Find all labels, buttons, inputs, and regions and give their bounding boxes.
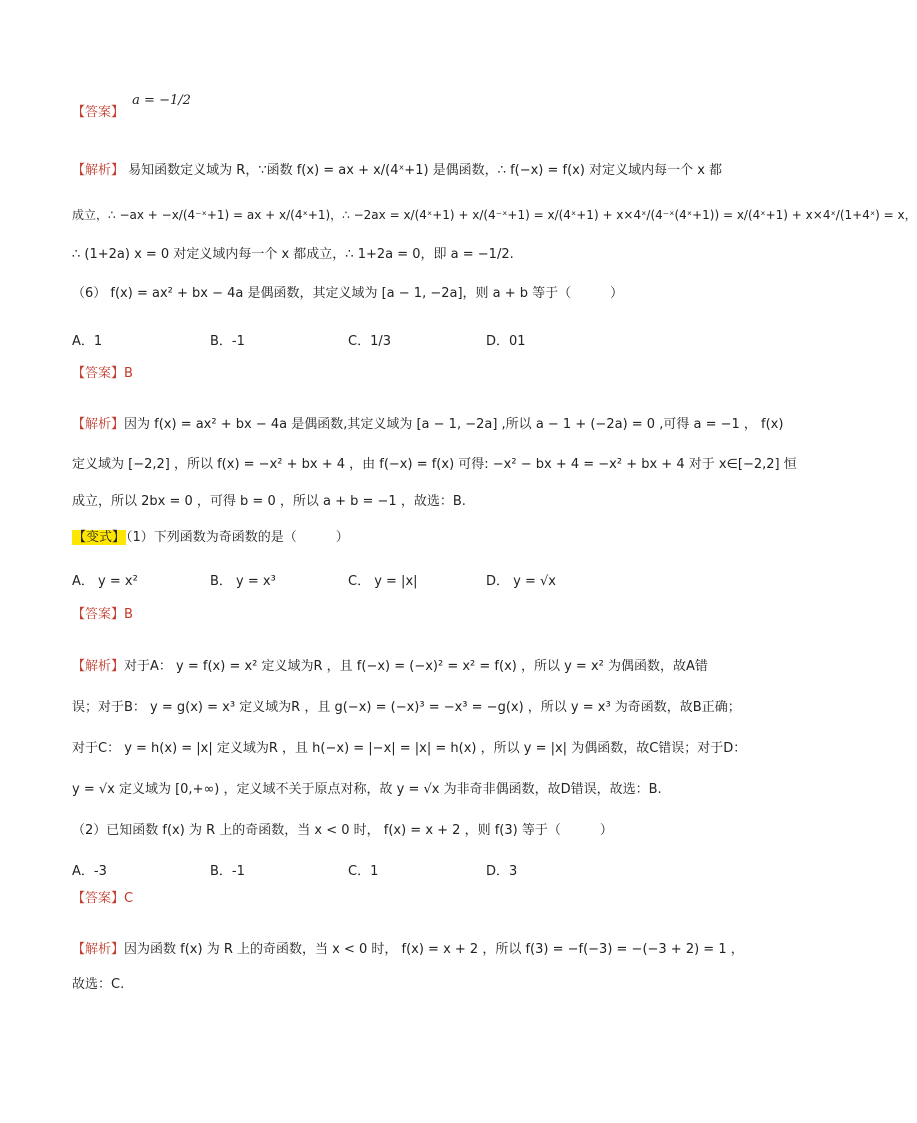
analysis-text: 易知函数定义域为 R，∵函数 f(x) = ax + x/(4ˣ+1) 是偶函数，∴ f(−x) = f(x) 对定义域内每一个 x 都	[128, 163, 723, 178]
analysis-label: 【解析】	[72, 417, 125, 432]
analysis-text: 因为 f(x) = ax² + bx − 4a 是偶函数,其定义域为 [a − 1, −2a] ,所以 a − 1 + (−2a) = 0 ,可得 a = −1 ， f(x)	[124, 417, 784, 432]
option-b: B．-1	[210, 334, 245, 349]
analysis-text: 成立，∴ −ax + −x/(4⁻ˣ+1) = ax + x/(4ˣ+1)，∴ −2ax = x/(4ˣ+1) + x/(4⁻ˣ+1) = x/(4ˣ+1) + x×4ˣ/(4⁻ˣ(4ˣ+1)) = x/(4ˣ+1) + x×4ˣ/(1+4ˣ) = x，	[72, 208, 917, 222]
answer-label: 【答案】	[72, 607, 125, 622]
analysis-row-2-line3	[72, 493, 466, 511]
analysis-row-3-line4	[72, 781, 662, 799]
answer-row-4	[72, 890, 133, 908]
analysis-row-4-line1	[72, 941, 744, 959]
analysis-label: 【解析】	[72, 659, 125, 674]
option-c: C．1/3	[348, 334, 391, 349]
answer-label: 【答案】	[72, 366, 125, 381]
answer-value: C	[124, 891, 134, 906]
variant-label: 【变式】	[73, 530, 126, 545]
analysis-row-2-line1	[72, 416, 783, 434]
option-d: D．01	[486, 334, 526, 349]
analysis-text: 定义域为 [−2,2] ，所以 f(x) = −x² + bx + 4 ，由 f(−x) = f(x) 可得: −x² − bx + 4 = −x² + bx + 4 对于 x∈[−2,2] 恒	[72, 457, 797, 472]
analysis-row-1-line3	[72, 246, 514, 264]
analysis-row-3-line2	[72, 699, 741, 717]
answer-row-1	[72, 93, 191, 122]
analysis-label: 【解析】	[72, 163, 125, 178]
analysis-text: 成立，所以 2bx = 0 ，可得 b = 0 ，所以 a + b = −1 ，故选：B.	[72, 494, 466, 509]
option-c: C．1	[348, 864, 379, 879]
option-a: A．-3	[72, 864, 107, 879]
option-d: D． y = √x	[486, 574, 556, 589]
analysis-text: ∴ (1+2a) x = 0 对定义域内每一个 x 都成立，∴ 1+2a = 0，即 a = −1/2.	[72, 247, 514, 262]
analysis-text: y = √x 定义域为 [0,+∞) ，定义域不关于原点对称，故 y = √x 为非奇非偶函数，故D错误，故选：B.	[72, 782, 662, 797]
analysis-row-3-line3	[72, 740, 746, 758]
analysis-label: 【解析】	[72, 942, 125, 957]
answer-label: 【答案】	[72, 891, 125, 906]
analysis-row-1-line2	[72, 206, 917, 224]
option-a: A．1	[72, 334, 103, 349]
variant-1-stem	[72, 529, 349, 547]
variant-2-stem	[72, 822, 613, 840]
option-a: A． y = x²	[72, 574, 138, 589]
option-b: B． y = x³	[210, 574, 276, 589]
analysis-text: 对于A： y = f(x) = x² 定义域为R ，且 f(−x) = (−x)² = x² = f(x) ，所以 y = x² 为偶函数，故A错	[124, 659, 708, 674]
analysis-text: 误；对于B： y = g(x) = x³ 定义域为R ，且 g(−x) = (−x)³ = −x³ = −g(x) ，所以 y = x³ 为奇函数，故B正确；	[72, 700, 741, 715]
question-stem: （6） f(x) = ax² + bx − 4a 是偶函数，其定义域为 [a − 1, −2a]，则 a + b 等于（ ）	[72, 286, 624, 301]
answer-expression: a = −1/2	[132, 93, 191, 108]
analysis-row-4-line2	[72, 976, 124, 994]
option-c: C． y = |x|	[348, 574, 418, 589]
answer-row-2	[72, 365, 133, 383]
option-b: B．-1	[210, 864, 245, 879]
option-d: D．3	[486, 864, 518, 879]
answer-value: B	[124, 366, 133, 381]
answer-row-3	[72, 606, 133, 624]
analysis-row-1-line1	[72, 162, 722, 180]
question-6-stem	[72, 285, 623, 303]
question-stem: （1）下列函数为奇函数的是（ ）	[126, 530, 349, 545]
analysis-row-2-line2	[72, 456, 797, 474]
question-stem: （2）已知函数 f(x) 为 R 上的奇函数，当 x < 0 时， f(x) = x + 2 ，则 f(3) 等于（ ）	[72, 823, 613, 838]
analysis-row-3-line1	[72, 658, 708, 676]
analysis-text: 对于C： y = h(x) = |x| 定义域为R ，且 h(−x) = |−x| = |x| = h(x) ，所以 y = |x| 为偶函数，故C错误；对于D：	[72, 741, 747, 756]
analysis-text: 故选：C.	[72, 977, 125, 992]
answer-label: 【答案】	[72, 105, 125, 120]
analysis-text: 因为函数 f(x) 为 R 上的奇函数，当 x < 0 时， f(x) = x + 2 ，所以 f(3) = −f(−3) = −(−3 + 2) = 1 ，	[124, 942, 744, 957]
answer-value: B	[124, 607, 133, 622]
